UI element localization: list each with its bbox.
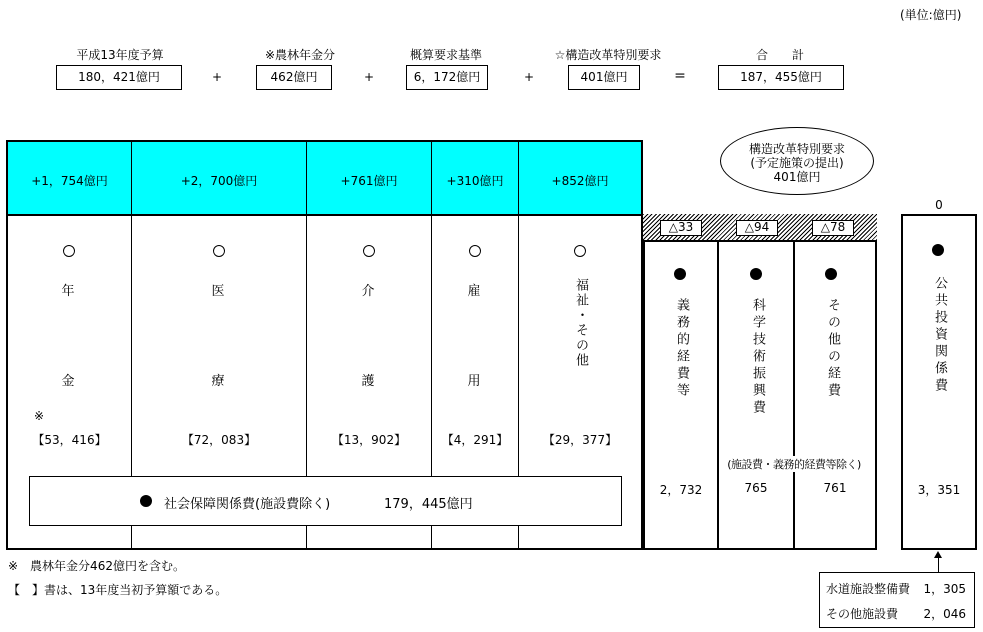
- special-request-amount: 401億円: [773, 170, 821, 184]
- equation-label-standard: 概算要求基準: [409, 48, 482, 62]
- open-circle-icon: [574, 245, 586, 257]
- public-breakdown-box: [819, 572, 975, 628]
- equation-value-special: 401億円: [568, 65, 640, 90]
- arrow-up-icon: [934, 551, 942, 558]
- arrow-line: [938, 558, 939, 572]
- bullet-icon: [674, 268, 686, 280]
- name-employment-bottom: 用: [467, 374, 481, 389]
- column-divider: [793, 240, 795, 550]
- name-care-bottom: 護: [361, 374, 375, 389]
- equation-value-total: 187，455億円: [718, 65, 844, 90]
- value-other: 761: [823, 481, 847, 495]
- social-security-total-value: 179，445億円: [384, 497, 473, 512]
- footnote-bracket: 【 】書は、13年度当初予算額である。: [8, 583, 228, 597]
- name-other: その他の経費: [825, 298, 840, 400]
- equation-value-budget: 180，421億円: [56, 65, 182, 90]
- social-security-total-box: [29, 476, 622, 526]
- bullet-icon: [140, 495, 152, 507]
- name-science: 科学技術振興費: [750, 298, 765, 417]
- other-note: (施設費・義務的経費等除く): [719, 456, 869, 472]
- open-circle-icon: [213, 245, 225, 257]
- equals-sign: =: [674, 68, 686, 84]
- increase-pension: +1，754億円: [31, 174, 108, 188]
- name-welfare: 福祉・その他: [573, 278, 588, 368]
- bullet-icon: [932, 244, 944, 256]
- breakdown-other-value: 2，046: [923, 607, 966, 621]
- equation-label-budget: 平成13年度予算: [76, 48, 164, 62]
- bullet-icon: [825, 268, 837, 280]
- breakdown-other-label: その他施設費: [826, 607, 899, 621]
- name-medical-bottom: 療: [211, 374, 225, 389]
- unit-note: (単位:億円): [900, 8, 962, 22]
- footnote-pension: ※ 農林年金分462億円を含む。: [8, 559, 185, 573]
- value-public-works: 3，351: [917, 483, 961, 497]
- special-request-line2: (予定施策の提出): [750, 156, 844, 170]
- header-divider: [8, 214, 641, 216]
- change-other: △78: [812, 220, 854, 236]
- name-medical-top: 医: [211, 284, 225, 299]
- plus-sign: +: [363, 70, 375, 84]
- budget-medical: 【72，083】: [181, 433, 257, 447]
- name-care-top: 介: [361, 284, 375, 299]
- open-circle-icon: [469, 245, 481, 257]
- public-works-change: 0: [935, 198, 943, 212]
- increase-medical: +2，700億円: [180, 174, 258, 188]
- increase-care: +761億円: [340, 174, 398, 188]
- value-obligatory: 2，732: [659, 483, 703, 497]
- name-pension-top: 年: [61, 284, 75, 299]
- plus-sign: +: [523, 70, 535, 84]
- bullet-icon: [750, 268, 762, 280]
- budget-care: 【13，902】: [331, 433, 407, 447]
- budget-pension: 【53，416】: [32, 433, 107, 447]
- name-obligatory: 義務的経費等: [674, 298, 689, 400]
- budget-employment: 【4，291】: [441, 433, 509, 447]
- equation-value-pension: 462億円: [256, 65, 332, 90]
- equation-label-special: ☆構造改革特別要求: [554, 48, 662, 62]
- open-circle-icon: [63, 245, 75, 257]
- breakdown-water-label: 水道施設整備費: [826, 582, 911, 596]
- equation-label-pension: ※農林年金分: [264, 48, 336, 62]
- name-pension-bottom: 金: [61, 374, 75, 389]
- increase-employment: +310億円: [446, 174, 504, 188]
- plus-sign: +: [211, 70, 223, 84]
- budget-welfare: 【29，377】: [542, 433, 618, 447]
- name-employment-top: 雇: [467, 284, 481, 299]
- pension-note-mark: ※: [34, 409, 45, 423]
- social-security-total-label: 社会保障関係費(施設費除く): [164, 497, 331, 512]
- open-circle-icon: [363, 245, 375, 257]
- change-science: △94: [736, 220, 778, 236]
- breakdown-water-value: 1，305: [923, 582, 966, 596]
- equation-label-total: 合 計: [755, 48, 804, 62]
- increase-welfare: +852億円: [551, 174, 609, 188]
- column-divider: [717, 240, 719, 550]
- value-science: 765: [744, 481, 768, 495]
- change-obligatory: △33: [660, 220, 702, 236]
- name-public-works: 公共投資関係費: [932, 276, 947, 395]
- special-request-line1: 構造改革特別要求: [748, 142, 845, 156]
- equation-value-standard: 6，172億円: [406, 65, 488, 90]
